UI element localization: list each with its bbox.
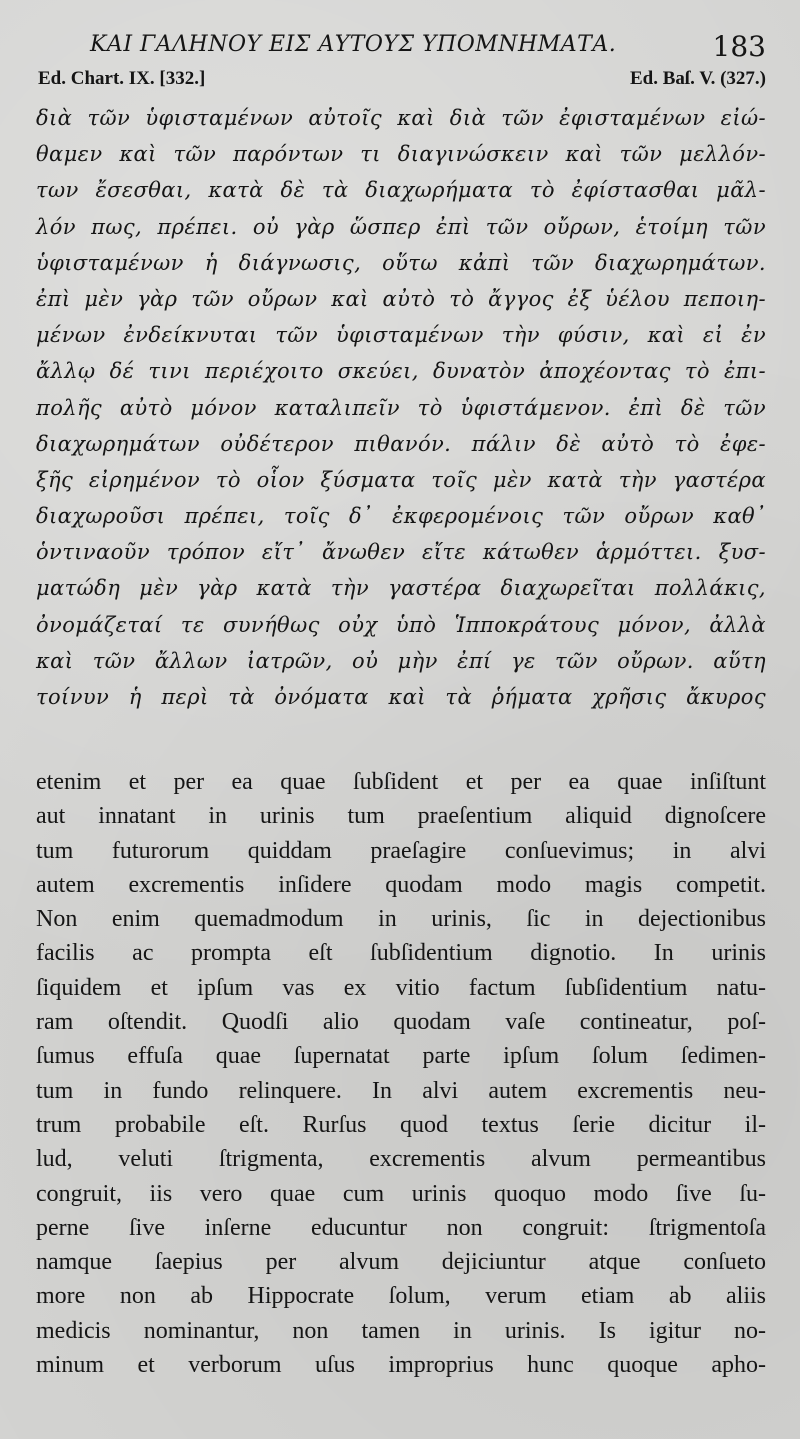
latin-text-line: ſiquidem et ipſum vas ex vitio factum ſubſidentium natu-: [36, 974, 766, 1001]
greek-text-line: λόν πως, πρέπει. οὐ γὰρ ὥσπερ ἐπὶ τῶν οὔρων, ἑτοίμη τῶν: [36, 214, 766, 239]
page-number: 183: [712, 30, 766, 63]
greek-text-line: καὶ τῶν ἄλλων ἰατρῶν, οὐ μὴν ἐπί γε τῶν οὔρων. αὕτη: [36, 648, 766, 673]
latin-text-line: medicis nominantur, non tamen in urinis. Is igitur no-: [36, 1317, 766, 1344]
greek-text-line: ξῆς εἰρημένον τὸ οἷον ξύσματα τοῖς μὲν κατὰ τὴν γαστέρα: [36, 467, 766, 492]
greek-text-line: διαχωρημάτων οὐδέτερον πιθανόν. πάλιν δὲ αὐτὸ τὸ ἐφε-: [36, 431, 766, 456]
latin-text-line: perne ſive inſerne educuntur non congruit: ſtrigmentoſa: [36, 1214, 766, 1241]
greek-text-line: μένων ἐνδείκνυται τῶν ὑφισταμένων τὴν φύσιν, καὶ εἰ ἐν: [36, 323, 766, 348]
edition-references: [36, 68, 766, 98]
latin-text-line: facilis ac prompta eſt ſubſidentium dignotio. In urinis: [36, 940, 766, 967]
latin-text-line: Non enim quemadmodum in urinis, ſic in dejectionibus: [36, 906, 766, 933]
latin-text-line: ram oſtendit. Quodſi alio quodam vaſe contineatur, poſ-: [36, 1009, 766, 1036]
greek-text-line: πολῆς αὐτὸ μόνον καταλιπεῖν τὸ ὑφιστάμενον. ἐπὶ δὲ τῶν: [36, 395, 766, 420]
greek-text-line: θαμεν καὶ τῶν παρόντων τι διαγινώσκειν καὶ τῶν μελλόν-: [36, 142, 766, 167]
latin-text-block: [36, 765, 766, 1382]
latin-text-line: aut innatant in urinis tum praeſentium aliquid dignoſcere: [36, 803, 766, 830]
running-head: [36, 28, 766, 68]
latin-text-line: more non ab Hippocrate ſolum, verum etiam ab aliis: [36, 1283, 766, 1310]
latin-text-line: minum et verborum uſus improprius hunc quoque apho-: [36, 1352, 766, 1379]
greek-text-line: ὀνομάζεταί τε συνήθως οὐχ ὑπὸ Ἱπποκράτους μόνον, ἀλλὰ: [36, 612, 766, 637]
greek-text-line: ὁντιναοῦν τρόπον εἴτ᾿ ἄνωθεν εἴτε κάτωθεν ἁρμόττει. ξυσ-: [36, 540, 766, 565]
latin-text-line: tum futurorum quiddam praeſagire conſuevimus; in alvi: [36, 837, 766, 864]
greek-text-line: διαχωροῦσι πρέπει, τοῖς δ᾿ ἐκφερομένοις τῶν οὔρων καθ᾿: [36, 504, 766, 529]
greek-text-line: ἐπὶ μὲν γὰρ τῶν οὔρων καὶ αὐτὸ τὸ ἄγγος ἐξ ὑέλου πεποιη-: [36, 286, 766, 311]
latin-text-line: congruit, iis vero quae cum urinis quoquo modo ſive ſu-: [36, 1180, 766, 1207]
greek-text-line: των ἔσεσθαι, κατὰ δὲ τὰ διαχωρήματα τὸ ἐφίστασθαι μᾶλ-: [36, 178, 766, 203]
latin-text-line: autem excrementis inſidere quodam modo magis competit.: [36, 871, 766, 898]
latin-text-line: namque ſaepius per alvum dejiciuntur atque conſueto: [36, 1249, 766, 1276]
greek-text-line: διὰ τῶν ὑφισταμένων αὐτοῖς καὶ διὰ τῶν ἐφισταμένων εἰώ-: [36, 106, 766, 130]
greek-text-block: [36, 100, 766, 715]
edition-reference-chartier: Ed. Chart. IX. [332.]: [38, 68, 206, 89]
running-title: ΚΑΙ ΓΑΛΗΝΟΥ ΕΙΣ ΑΥΤΟΥΣ ΥΠΟΜΝΗΜΑΤΑ.: [90, 32, 617, 57]
latin-text-line: tum in fundo relinquere. In alvi autem excrementis neu-: [36, 1077, 766, 1104]
latin-text-line: etenim et per ea quae ſubſident et per ea quae inſiſtunt: [36, 769, 766, 795]
latin-text-line: ſumus effuſa quae ſupernatat parte ipſum ſolum ſedimen-: [36, 1043, 766, 1070]
latin-text-line: lud, veluti ſtrigmenta, excrementis alvum permeantibus: [36, 1146, 766, 1173]
greek-text-line: ὑφισταμένων ἡ διάγνωσις, οὕτω κἀπὶ τῶν διαχωρημάτων.: [36, 250, 766, 275]
greek-text-line: τοίνυν ἡ περὶ τὰ ὀνόματα καὶ τὰ ῥήματα χρῆσις ἄκυρος: [36, 685, 766, 709]
edition-reference-basel: Ed. Baſ. V. (327.): [629, 68, 766, 89]
greek-text-line: ἄλλῳ δέ τινι περιέχοιτο σκεύει, δυνατὸν ἀποχέοντας τὸ ἐπι-: [36, 359, 766, 384]
latin-text-line: trum probabile eſt. Rurſus quod textus ſerie dicitur il-: [36, 1111, 766, 1138]
greek-text-line: ματώδη μὲν γὰρ κατὰ τὴν γαστέρα διαχωρεῖται πολλάκις,: [36, 576, 766, 601]
